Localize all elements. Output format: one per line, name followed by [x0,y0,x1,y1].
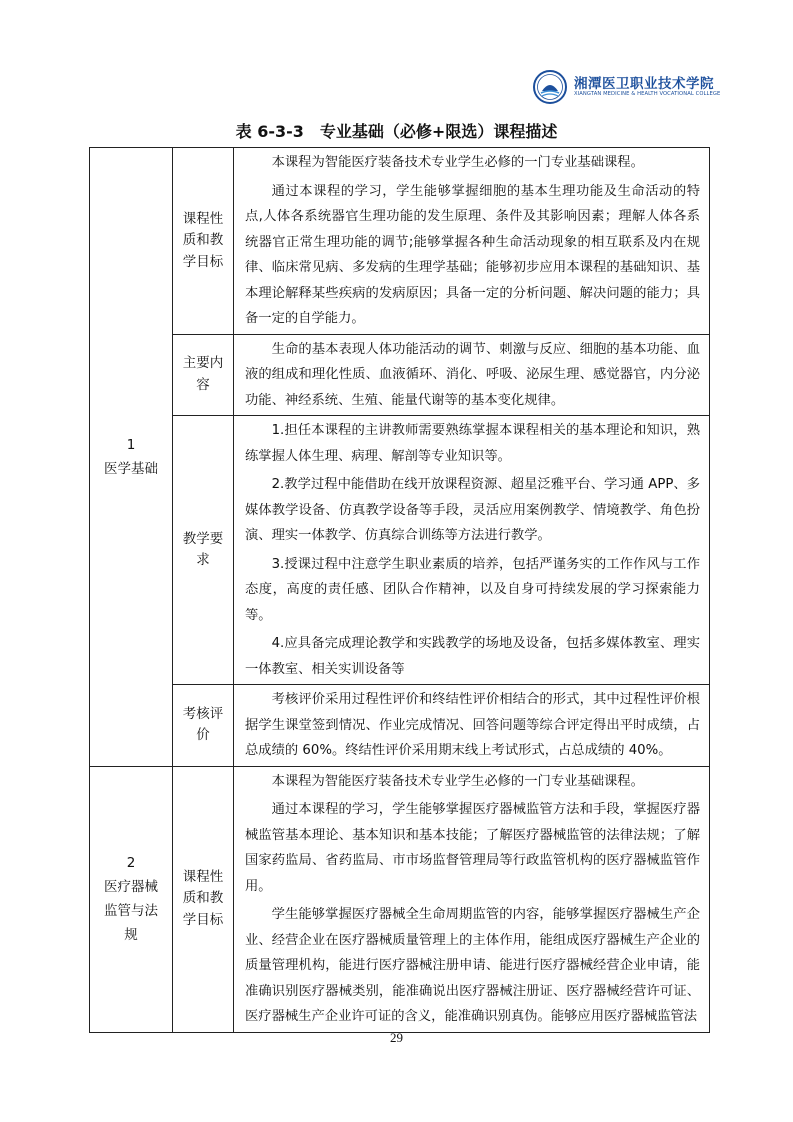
table-row [90,148,710,335]
table-title: 表 6-3-3 专业基础（必修+限选）课程描述 [235,122,558,141]
table-row [90,416,710,685]
paragraph: 生命的基本表现人体功能活动的调节、刺激与反应、细胞的基本功能、血液的组成和理化性质、血液循环、消化、呼吸、泌尿生理、感觉器官，内分泌功能、神经系统、生殖、能量代谢等的基本变化规律。 [245,341,700,408]
course-name: 医学基础 [104,460,158,477]
paragraph: 4.应具备完成理论教学和实践教学的场地及设备，包括多媒体教室、理实一体教室、相关实训设备等 [245,636,700,677]
table-row [90,334,710,416]
table-row [90,685,710,767]
course-description-table [89,147,710,1033]
section-label: 课程性质和教学目标 [173,766,234,1032]
section-content [234,766,710,1032]
section-label: 考核评价 [173,685,234,767]
section-label: 教学要求 [173,416,234,685]
course-number: 2 [126,855,136,871]
section-label: 课程性质和教学目标 [173,148,234,335]
paragraph: 1.担任本课程的主讲教师需要熟练掌握本课程相关的基本理论和知识，熟练掌握人体生理、病理、解剖等专业知识等。 [245,423,700,464]
paragraph: 2.教学过程中能借助在线开放课程资源、超星泛雅平台、学习通 APP、多媒体教学设备、仿真教学设备等手段，灵活应用案例教学、情境教学、角色扮演、理实一体教学、仿真综合训练等方法进行教学。 [245,477,700,543]
table-row [90,766,710,1032]
paragraph: 通过本课程的学习，学生能够掌握细胞的基本生理功能及生命活动的特点,人体各系统器官生理功能的发生原理、条件及其影响因素；理解人体各系统器官正常生理功能的调节;能够掌握各种生命活动现象的相互联系及内在规律、临床常见病、多发病的生理学基础；能够初步应用本课程的基础知识、基本理论解释某些疾病的发病原因；具备一定的分析问题、解决问题的能力；具备一定的自学能力。 [245,183,700,326]
course-number: 1 [126,436,136,453]
page-number: 29 [390,1030,403,1045]
course-cell [90,766,173,1032]
section-label: 主要内容 [173,334,234,416]
course-cell [90,148,173,767]
college-name-cn: 湘潭医卫职业技术学院 [574,76,714,92]
college-logo [533,70,721,106]
paragraph: 考核评价采用过程性评价和终结性评价相结合的形式，其中过程性评价根据学生课堂签到情况、作业完成情况、回答问题等综合评定得出平时成绩，占总成绩的 60%。终结性评价采用期末线上考试形式，占总成绩的 40%。 [245,692,700,758]
section-content [234,685,710,767]
college-emblem-icon [533,70,567,104]
section-content [234,148,710,335]
paragraph: 3.授课过程中注意学生职业素质的培养，包括严谨务实的工作作风与工作态度，高度的责任感、团队合作精神，以及自身可持续发展的学习探索能力等。 [245,556,700,623]
paragraph: 本课程为智能医疗装备技术专业学生必修的一门专业基础课程。 [271,773,644,789]
paragraph: 本课程为智能医疗装备技术专业学生必修的一门专业基础课程。 [271,155,644,170]
section-content [234,334,710,416]
course-name: 医疗器械监管与法规 [104,879,158,943]
paragraph: 学生能够掌握医疗器械全生命周期监管的内容，能够掌握医疗器械生产企业、经营企业在医疗器械质量管理上的主体作用，能组成医疗器械生产企业的质量管理机构，能进行医疗器械注册申请、能进行医疗器械经营企业申请，能准确识别医疗器械类别，能准确说出医疗器械注册证、医疗器械经营许可证、医疗器械生产企业许可证的含义，能准确识别真伪。能够应用医疗器械监管法 [245,907,700,1024]
college-name-en: XIANGTAN MEDICINE & HEALTH VOCATIONAL COLLEGE [574,91,721,97]
section-content [234,416,710,685]
paragraph: 通过本课程的学习，学生能够掌握医疗器械监管方法和手段，掌握医疗器械监管基本理论、基本知识和基本技能；了解医疗器械监管的法律法规；了解国家药监局、省药监局、市市场监督管理局等行政监管机构的医疗器械监管作用。 [245,802,700,894]
